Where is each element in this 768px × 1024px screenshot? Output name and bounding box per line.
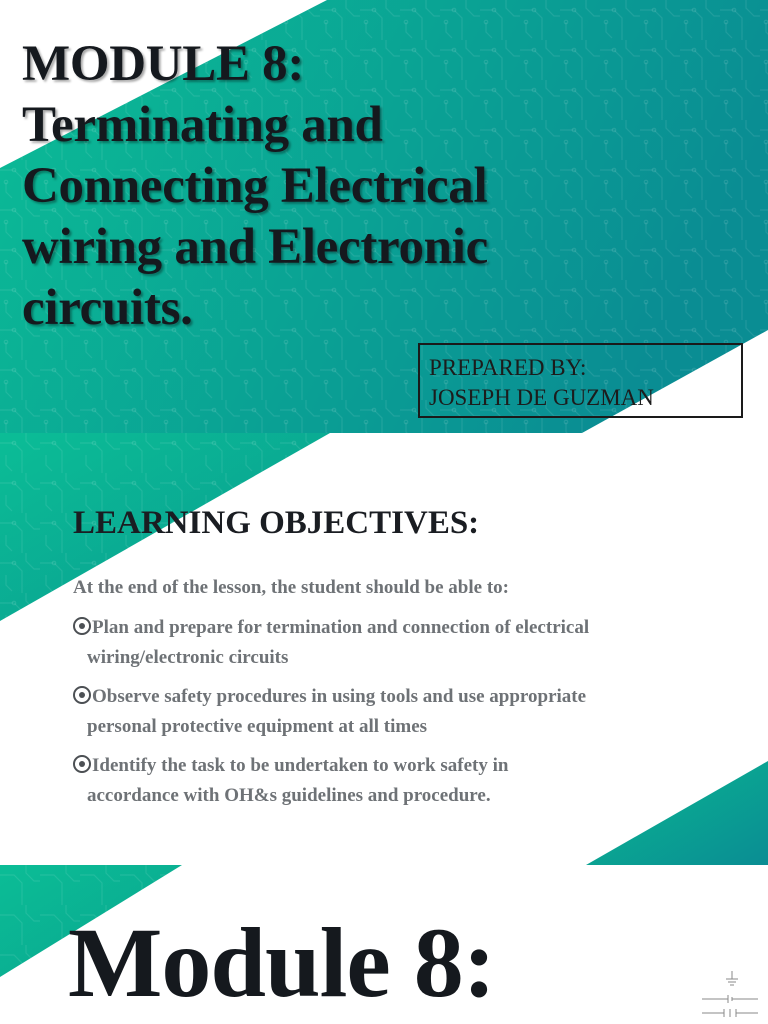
objectives-slide [0,433,768,865]
objective-text: Plan and prepare for termination and connection of electrical [92,617,590,638]
circuit-ground-icon [700,969,760,1024]
title-slide [0,0,768,433]
prepared-by-label: PREPARED BY: [429,355,587,380]
objectives-heading: LEARNING OBJECTIVES: [73,505,480,541]
list-item [73,751,693,811]
circled-dot-icon [73,755,91,773]
objective-line-2: wiring/electronic circuits [87,647,289,668]
prepared-by-box [418,343,743,418]
list-item [73,682,693,742]
objective-text: Identify the task to be undertaken to work safety in [92,755,509,776]
title-line-5: circuits. [22,280,193,336]
objective-line-1 [73,751,693,781]
module-title [22,34,488,339]
circled-dot-icon [73,617,91,635]
title-line-1: MODULE 8: [22,36,305,92]
module-heading: Module 8: [68,907,496,1018]
circled-dot-icon [73,686,91,704]
objectives-list [73,613,693,820]
objective-line-1 [73,682,693,712]
module-title-slide [0,865,768,1024]
objective-text: Observe safety procedures in using tools and use appropriate [92,686,587,707]
objective-line-2: accordance with OH&s guidelines and procedure. [87,785,491,806]
title-line-4: wiring and Electronic [22,219,488,275]
objective-line-2: personal protective equipment at all times [87,716,428,737]
objectives-intro: At the end of the lesson, the student should be able to: [73,577,509,598]
author-name: JOSEPH DE GUZMAN [429,385,654,410]
list-item [73,613,693,673]
objective-line-1 [73,613,693,643]
title-line-3: Connecting Electrical [22,158,488,214]
title-line-2: Terminating and [22,97,383,153]
